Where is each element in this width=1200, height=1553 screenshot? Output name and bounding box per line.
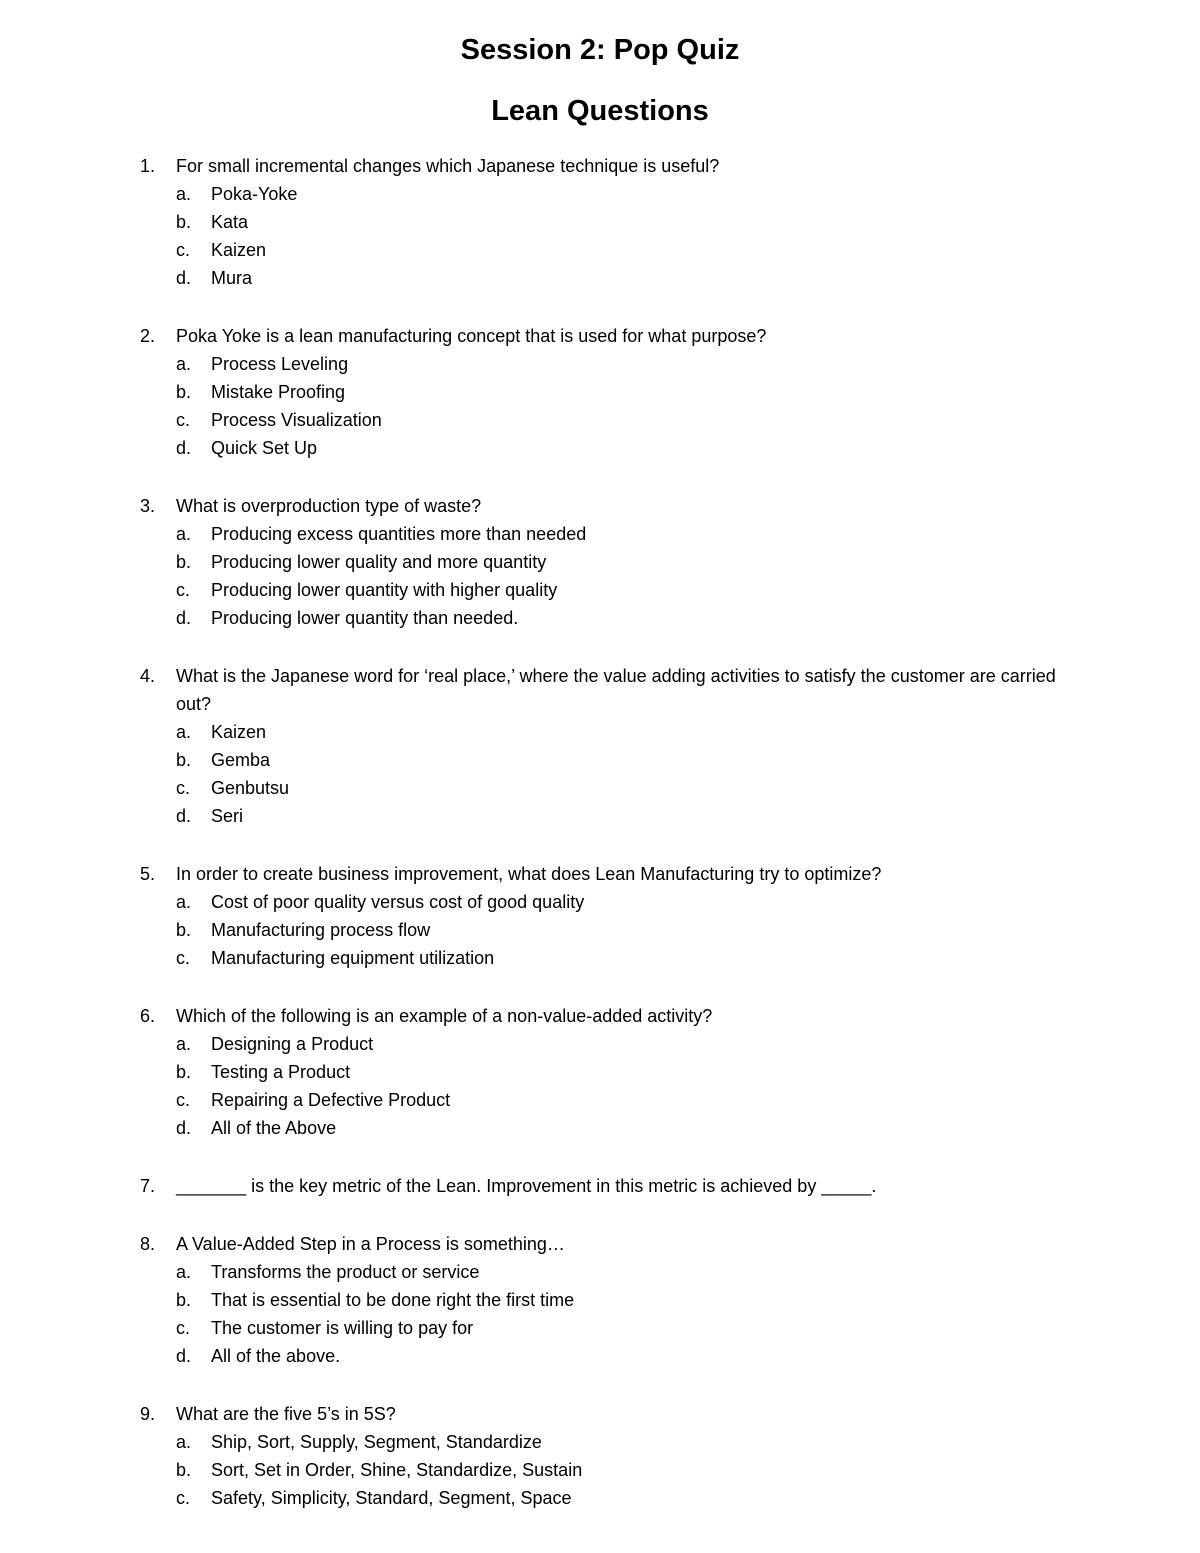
answer-option [176, 576, 1060, 604]
option-text: Poka-Yoke [211, 184, 298, 204]
answer-option [176, 1342, 1060, 1370]
option-text: Designing a Product [211, 1034, 374, 1054]
answer-option [176, 746, 1060, 774]
question-line [140, 1400, 1060, 1428]
question-text: Which of the following is an example of a non-value-added activity? [176, 1006, 713, 1026]
option-letter: c. [176, 1318, 191, 1338]
answer-option [176, 236, 1060, 264]
answer-option [176, 944, 1060, 972]
question-item [140, 1400, 1060, 1512]
question-line [140, 1230, 1060, 1258]
question-number: 4. [140, 666, 156, 686]
option-letter: a. [176, 1034, 192, 1054]
answer-option [176, 350, 1060, 378]
option-text: Mistake Proofing [211, 382, 346, 402]
answer-option [176, 434, 1060, 462]
question-item [140, 1002, 1060, 1142]
question-text: What are the five 5’s in 5S? [176, 1404, 396, 1424]
question-text: What is the Japanese word for ‘real place,’ where the value adding activities to satisfy the customer are carried out? [176, 666, 1056, 714]
option-text: Testing a Product [211, 1062, 351, 1082]
question-item [140, 1230, 1060, 1370]
option-text: That is essential to be done right the first time [211, 1290, 575, 1310]
question-text: A Value-Added Step in a Process is something… [176, 1234, 565, 1254]
option-text: Mura [211, 268, 253, 288]
option-letter: c. [176, 778, 191, 798]
option-letter: d. [176, 268, 192, 288]
option-letter: b. [176, 750, 192, 770]
option-letter: c. [176, 410, 191, 430]
answer-options [140, 718, 1060, 830]
option-text: Seri [211, 806, 244, 826]
question-text: What is overproduction type of waste? [176, 496, 482, 516]
answer-option [176, 802, 1060, 830]
answer-option [176, 916, 1060, 944]
question-list [140, 152, 1060, 1542]
answer-option [176, 604, 1060, 632]
question-number: 3. [140, 496, 156, 516]
option-letter: d. [176, 806, 192, 826]
option-letter: b. [176, 1460, 192, 1480]
option-letter: c. [176, 948, 191, 968]
option-text: Sort, Set in Order, Shine, Standardize, Sustain [211, 1460, 583, 1480]
answer-option [176, 180, 1060, 208]
answer-options [140, 520, 1060, 632]
option-text: Cost of poor quality versus cost of good quality [211, 892, 585, 912]
answer-option [176, 888, 1060, 916]
option-text: Ship, Sort, Supply, Segment, Standardize [211, 1432, 542, 1452]
option-text: The customer is willing to pay for [211, 1318, 474, 1338]
question-item [140, 492, 1060, 632]
question-line [140, 322, 1060, 350]
answer-option [176, 1484, 1060, 1512]
question-number: 9. [140, 1404, 156, 1424]
answer-option [176, 1114, 1060, 1142]
question-line [140, 152, 1060, 180]
option-text: Producing excess quantities more than needed [211, 524, 587, 544]
option-text: Producing lower quantity than needed. [211, 608, 519, 628]
option-letter: b. [176, 212, 192, 232]
answer-options [140, 888, 1060, 972]
option-letter: a. [176, 184, 192, 204]
option-text: Safety, Simplicity, Standard, Segment, Space [211, 1488, 572, 1508]
answer-option [176, 208, 1060, 236]
answer-option [176, 1286, 1060, 1314]
option-text: Process Leveling [211, 354, 349, 374]
answer-option [176, 520, 1060, 548]
question-item [140, 1172, 1060, 1200]
option-text: All of the Above [211, 1118, 337, 1138]
answer-option [176, 1030, 1060, 1058]
answer-options [140, 1428, 1060, 1512]
option-letter: d. [176, 608, 192, 628]
answer-options [140, 1258, 1060, 1370]
answer-option [176, 1058, 1060, 1086]
question-number: 6. [140, 1006, 156, 1026]
answer-option [176, 264, 1060, 292]
page-subtitle: Lean Questions [491, 95, 709, 127]
option-letter: c. [176, 1090, 191, 1110]
answer-options [140, 350, 1060, 462]
question-line [140, 1172, 1060, 1200]
question-item [140, 322, 1060, 462]
option-text: Quick Set Up [211, 438, 318, 458]
question-number: 2. [140, 326, 156, 346]
option-letter: d. [176, 1118, 192, 1138]
page-title: Session 2: Pop Quiz [460, 34, 740, 66]
option-letter: b. [176, 552, 192, 572]
question-text: For small incremental changes which Japanese technique is useful? [176, 156, 720, 176]
question-number: 7. [140, 1176, 156, 1196]
answer-option [176, 406, 1060, 434]
question-text: Poka Yoke is a lean manufacturing concept that is used for what purpose? [176, 326, 767, 346]
option-letter: c. [176, 580, 191, 600]
answer-option [176, 718, 1060, 746]
option-letter: b. [176, 1062, 192, 1082]
answer-option [176, 1314, 1060, 1342]
question-item [140, 860, 1060, 972]
question-line [140, 492, 1060, 520]
option-letter: a. [176, 1262, 192, 1282]
option-letter: a. [176, 892, 192, 912]
option-text: All of the above. [211, 1346, 341, 1366]
option-letter: d. [176, 1346, 192, 1366]
option-text: Kaizen [211, 722, 267, 742]
answer-options [140, 180, 1060, 292]
option-letter: a. [176, 354, 192, 374]
question-item [140, 152, 1060, 292]
option-letter: a. [176, 722, 192, 742]
option-letter: b. [176, 1290, 192, 1310]
option-text: Manufacturing equipment utilization [211, 948, 495, 968]
option-text: Process Visualization [211, 410, 382, 430]
question-number: 1. [140, 156, 156, 176]
option-letter: b. [176, 382, 192, 402]
question-text: _______ is the key metric of the Lean. Improvement in this metric is achieved by _____. [176, 1176, 877, 1196]
answer-option [176, 1258, 1060, 1286]
option-letter: b. [176, 920, 192, 940]
option-letter: a. [176, 524, 192, 544]
question-line [140, 1002, 1060, 1030]
question-item [140, 662, 1060, 830]
answer-options [140, 1030, 1060, 1142]
option-text: Transforms the product or service [211, 1262, 480, 1282]
question-line [140, 662, 1060, 718]
option-text: Kaizen [211, 240, 267, 260]
question-number: 5. [140, 864, 156, 884]
option-text: Manufacturing process flow [211, 920, 431, 940]
answer-option [176, 1456, 1060, 1484]
answer-option [176, 1428, 1060, 1456]
question-text: In order to create business improvement, what does Lean Manufacturing try to optimize? [176, 864, 882, 884]
option-letter: d. [176, 438, 192, 458]
option-text: Producing lower quality and more quantity [211, 552, 547, 572]
option-letter: a. [176, 1432, 192, 1452]
option-text: Gemba [211, 750, 271, 770]
answer-option [176, 548, 1060, 576]
answer-option [176, 1086, 1060, 1114]
option-text: Genbutsu [211, 778, 290, 798]
option-text: Producing lower quantity with higher quality [211, 580, 558, 600]
option-text: Repairing a Defective Product [211, 1090, 451, 1110]
option-text: Kata [211, 212, 249, 232]
answer-option [176, 378, 1060, 406]
question-number: 8. [140, 1234, 156, 1254]
option-letter: c. [176, 1488, 191, 1508]
answer-option [176, 774, 1060, 802]
question-line [140, 860, 1060, 888]
option-letter: c. [176, 240, 191, 260]
